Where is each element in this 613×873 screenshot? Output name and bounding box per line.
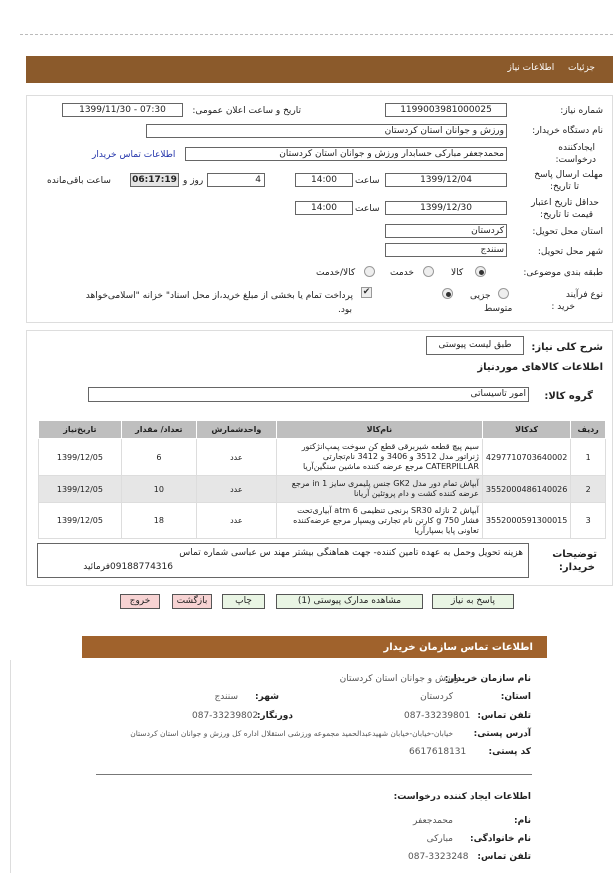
breadcrumb-info[interactable]: اطلاعات نیاز: [507, 63, 555, 73]
creator-last-name: مبارکی: [426, 834, 453, 844]
cell-quantity: 18: [121, 503, 196, 539]
cell-row-number: 3: [571, 503, 606, 539]
announce-field: 1399/11/30 - 07:30: [62, 103, 183, 117]
buyer-org-label: نام دستگاه خریدار:: [532, 126, 603, 136]
radio-goods-label: کالا: [451, 268, 464, 278]
deadline-label-1: مهلت ارسال پاسخ: [534, 170, 603, 180]
announce-label: تاریخ و ساعت اعلان عمومی:: [192, 106, 301, 116]
col-quantity: تعداد/ مقدار: [121, 421, 196, 439]
treasury-checkbox[interactable]: ✔: [362, 287, 371, 297]
cell-item-name: آبپاش تمام دور مدل GK2 جنس پلیمری سایز 1 in مرجع عرضه کننده کشت و دام پروتئین آریانا: [276, 476, 482, 503]
contact-divider: [96, 774, 532, 775]
creator-label-2: درخواست:: [555, 155, 596, 165]
cell-item-code: 4297710703640002: [482, 439, 570, 476]
cell-need-date: 1399/12/05: [39, 439, 122, 476]
validity-label-1: حداقل تاریخ اعتبار: [531, 198, 599, 208]
breadcrumb-details[interactable]: جزئیات: [568, 63, 595, 73]
radio-goods-service-label: کالا/خدمت: [316, 268, 356, 278]
cell-row-number: 1: [571, 439, 606, 476]
contact-phone: 087-33239801: [404, 711, 471, 721]
contact-province: کردستان: [420, 692, 453, 702]
goods-group-label: گروه کالا:: [544, 391, 593, 402]
radio-partial[interactable]: [498, 288, 509, 299]
radio-service[interactable]: [423, 266, 434, 277]
goods-table: [38, 420, 606, 539]
contact-city-label: شهر:: [255, 692, 279, 702]
contact-info-link[interactable]: اطلاعات تماس خریدار: [92, 150, 176, 160]
col-item-code: کدکالا: [482, 421, 570, 439]
province-label: استان محل تحویل:: [532, 227, 603, 237]
cell-need-date: 1399/12/05: [39, 503, 122, 539]
contact-province-label: استان:: [500, 692, 531, 702]
print-button[interactable]: چاپ: [222, 594, 265, 609]
contact-address: خیابان-خیابان-خیابان شهید‌عبدالحمید مجموعه ورزشی استقلال اداره کل ورزش و جوانان استان کردستان: [130, 729, 453, 738]
creator-label-1: ایجادکننده: [558, 143, 595, 153]
creator-phone-label: تلفن تماس:: [477, 852, 531, 862]
deadline-label-2: تا تاریخ:: [549, 182, 579, 192]
validity-time-label: ساعت: [355, 204, 380, 214]
radio-goods[interactable]: [475, 266, 486, 277]
contact-postal-label: کد پستی:: [488, 747, 531, 757]
creator-phone: 087-3323248: [408, 852, 469, 862]
back-button[interactable]: بازگشت: [172, 594, 212, 609]
buyer-org-field: ورزش و جوانان استان کردستان: [146, 124, 507, 138]
cell-item-code: 3552000486140026: [482, 476, 570, 503]
need-number-label: شماره نیاز:: [560, 106, 603, 116]
process-label-1: نوع فرآیند: [565, 290, 603, 300]
creator-field: محمدجعفر مبارکی حسابدار ورزش و جوانان استان کردستان: [185, 147, 507, 161]
buyer-notes-text-1: هزینه تحویل وحمل به عهده تامین کننده- جهت هماهنگی بیشتر مهند س عباسی شماره تماس: [179, 548, 523, 558]
days-label: روز و: [183, 176, 204, 186]
days-field: 4: [207, 173, 265, 187]
table-row: [39, 476, 606, 503]
validity-time-field: 14:00: [295, 201, 353, 215]
deadline-time-label: ساعت: [355, 176, 380, 186]
reply-button[interactable]: پاسخ به نیاز: [432, 594, 514, 609]
remaining-time-badge: 06:17:19: [130, 173, 179, 187]
payment-note-1: پرداخت تمام یا بخشی از مبلغ خرید،از محل اسناد" خزانه "اسلامی‌خواهد: [85, 291, 353, 301]
buyer-notes-label-2: خریدار:: [558, 562, 595, 573]
col-unit: واحدشمارش: [196, 421, 276, 439]
cell-quantity: 6: [121, 439, 196, 476]
buyer-notes-text-2: 09188774316فرمائید: [83, 562, 173, 572]
contact-postal: 6617618131: [409, 747, 467, 757]
cell-need-date: 1399/12/05: [39, 476, 122, 503]
page-edge: [10, 660, 11, 873]
buyer-notes-label-1: توضیحات: [552, 549, 597, 560]
city-label: شهر محل تحویل:: [537, 247, 603, 257]
creator-info-title: اطلاعات ایجاد کننده درخواست:: [393, 792, 531, 802]
summary-field: طبق لیست پیوستی: [426, 336, 524, 355]
need-number-field: 1199003981000025: [385, 103, 507, 117]
cell-unit: عدد: [196, 476, 276, 503]
payment-note-2: بود.: [337, 305, 352, 315]
deadline-date-field: 1399/12/04: [385, 173, 507, 187]
cell-quantity: 10: [121, 476, 196, 503]
creator-last-name-label: نام خانوادگی:: [469, 834, 531, 844]
table-row: [39, 503, 606, 539]
contact-title: اطلاعات تماس سازمان خریدار: [383, 642, 533, 653]
breadcrumb: [507, 63, 595, 73]
cell-unit: عدد: [196, 503, 276, 539]
radio-partial-label: جزیی: [470, 291, 491, 301]
contact-city: سنندج: [214, 692, 238, 702]
table-row: [39, 439, 606, 476]
contact-org-label: نام سازمان خریدار:: [444, 674, 531, 684]
goods-group-field: امور تاسیساتی: [88, 387, 529, 402]
col-row-number: ردیف: [571, 421, 606, 439]
radio-medium[interactable]: [442, 288, 453, 299]
col-item-name: نام‌کالا: [276, 421, 482, 439]
city-field: سنندج: [385, 243, 507, 257]
creator-first-name: محمدجعفر: [413, 816, 453, 826]
summary-label: شرح کلی نیاز:: [531, 342, 603, 353]
validity-date-field: 1399/12/30: [385, 201, 507, 215]
goods-table-wrap: [38, 420, 606, 539]
cell-unit: عدد: [196, 439, 276, 476]
radio-service-label: خدمت: [390, 268, 414, 278]
col-need-date: تاریخ‌نیاز: [39, 421, 122, 439]
province-field: کردستان: [385, 224, 507, 238]
contact-phone-label: تلفن تماس:: [477, 711, 531, 721]
contact-fax: 087-33239802: [192, 711, 259, 721]
contact-address-label: آدرس پستی:: [473, 729, 531, 739]
view-documents-button[interactable]: مشاهده مدارک پیوستی (1): [276, 594, 423, 609]
top-divider: [20, 34, 613, 35]
cell-item-code: 3552000591300015: [482, 503, 570, 539]
contact-org: ورزش و جوانان استان کردستان: [339, 674, 459, 684]
table-header-row: [39, 421, 606, 439]
creator-first-name-label: نام:: [514, 816, 531, 826]
deadline-time-field: 14:00: [295, 173, 353, 187]
goods-info-title: اطلاعات کالاهای موردنیاز: [477, 362, 603, 373]
remaining-label: ساعت باقی‌مانده: [47, 176, 111, 186]
cell-item-name: سیم پیچ قطعه شیربرقی قطع کن سوخت پمپ‌انژکتور ژنراتور مدل 3512 و 3406 و 3412 نام‌تجارتی CATERPILLAR مرجع عرضه کننده ماشین سنگین‌آریا: [276, 439, 482, 476]
cell-item-name: آبپاش 2 نازله SR30 برنجی تنظیمی 6 atm آبیاری‌تحت فشار 750 g کارتن نام تجارتی ویسپار مرجع عرضه‌کننده تعاونی پایا بسپارآریا: [276, 503, 482, 539]
exit-button[interactable]: خروج: [120, 594, 160, 609]
contact-fax-label: دورنگار:: [256, 711, 293, 721]
category-label: طبقه بندی موضوعی:: [523, 268, 603, 278]
cell-row-number: 2: [571, 476, 606, 503]
radio-medium-label: متوسط: [484, 304, 513, 314]
radio-goods-service[interactable]: [364, 266, 375, 277]
process-label-2: خرید :: [551, 302, 575, 312]
validity-label-2: قیمت تا تاریخ:: [540, 210, 593, 220]
